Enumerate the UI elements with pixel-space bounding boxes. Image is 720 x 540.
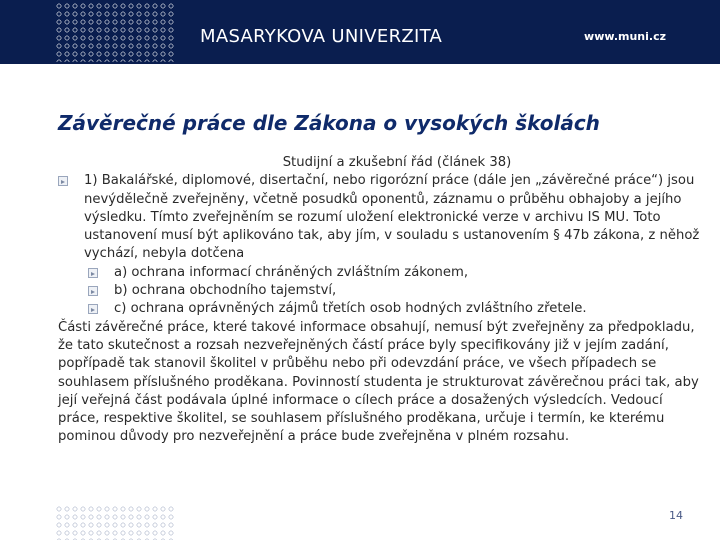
dot-pattern-logo: [55, 2, 175, 62]
header-bar: [0, 0, 720, 64]
page-number: 14: [669, 509, 683, 522]
sub-item-text: c) ochrana oprávněných zájmů třetích osob hodných zvláštního zřetele.: [114, 301, 587, 317]
bullet-arrow-icon: [88, 304, 98, 314]
sub-item-a: [58, 264, 708, 282]
bullet-arrow-icon: [88, 268, 98, 278]
sub-item-b: [58, 282, 708, 300]
sub-item-c: [58, 300, 708, 318]
bullet-text: 1) Bakalářské, diplomové, disertační, nebo rigorózní práce (dále jen „závěrečné práce“) jsou nevýdělečně zveřejněny, včetně posudků oponentů, záznamu o průběhu obhajoby a jejího výsledku. Tímto zveřejněním se rozumí uložení elektronické verze v archivu IS MU. Toto ustanovení musí být aplikováno tak, aby jím, v souladu s ustanovením § 47b zákona, z něhož vychází, nebyla dotčena: [84, 173, 700, 262]
body-paragraph: Části závěrečné práce, které takové informace obsahují, nemusí být zveřejněny za předpokladu, že tato skutečnost a rozsah nezveřejněných částí práce byly specifikovány již v jejím zadání, popřípadě tak stanovil školitel v průběhu nebo při odevzdání práce, ve všech případech se souhlasem příslušného proděkana. Povinností studenta je strukturovat závěrečnou práci tak, aby její veřejná část podávala úplné informace o cílech práce a dosažených výsledcích. Vedoucí práce, respektive školitel, se souhlasem příslušného proděkana, určuje i termín, ke kterému pominou důvody pro nezveřejnění a práce bude zveřejněna v plném rozsahu.: [58, 319, 699, 445]
bullet-item: [58, 172, 708, 263]
bullet-arrow-icon: [58, 176, 68, 186]
slide-title: Závěrečné práce dle Zákona o vysokých školách: [58, 111, 600, 135]
university-name: MASARYKOVA UNIVERZITA: [200, 26, 443, 47]
sub-item-text: b) ochrana obchodního tajemství,: [114, 283, 337, 299]
footer-dot-pattern: [55, 505, 175, 540]
sub-item-text: a) ochrana informací chráněných zvláštním zákonem,: [114, 264, 469, 280]
bullet-arrow-icon: [88, 286, 98, 296]
subheading: Studijní a zkušební řád (článek 38): [282, 155, 512, 170]
slide-body: [58, 154, 708, 447]
website-link[interactable]: www.muni.cz: [584, 30, 666, 43]
